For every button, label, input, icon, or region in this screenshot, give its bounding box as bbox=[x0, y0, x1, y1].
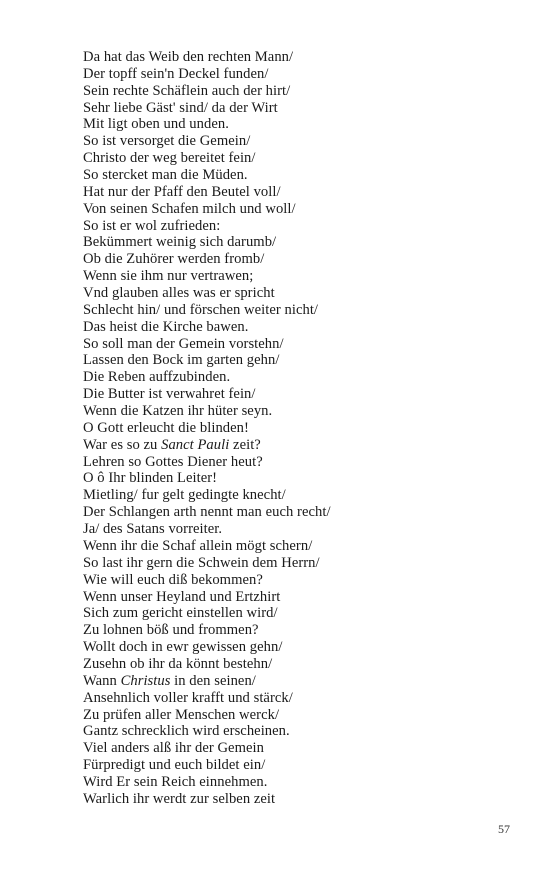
poem-line bbox=[83, 707, 503, 724]
line-text: Wenn unser Heyland und Ertzhirt bbox=[83, 588, 281, 605]
poem-line bbox=[83, 589, 503, 606]
poem-line bbox=[83, 302, 503, 319]
line-text: Mietling/ fur gelt gedingte knecht/ bbox=[83, 487, 286, 504]
poem-line bbox=[83, 757, 503, 774]
poem-line bbox=[83, 386, 503, 403]
line-text: Wollt doch in ewr gewissen gehn/ bbox=[83, 639, 283, 656]
line-text: So last ihr gern die Schwein dem Herrn/ bbox=[83, 554, 320, 571]
poem-line bbox=[83, 470, 503, 487]
italic-name: Christus bbox=[120, 672, 171, 689]
line-text: Bekümmert weinig sich darumb/ bbox=[83, 234, 277, 251]
poem-line bbox=[83, 268, 503, 285]
line-text: Ob die Zuhörer werden fromb/ bbox=[83, 251, 265, 268]
line-text: Christo der weg bereitet fein/ bbox=[83, 150, 256, 167]
poem-line bbox=[83, 487, 503, 504]
poem-line bbox=[83, 352, 503, 369]
page-number: 57 bbox=[498, 822, 510, 836]
poem-line bbox=[83, 454, 503, 471]
poem-line bbox=[83, 167, 503, 184]
line-text: Viel anders alß ihr der Gemein bbox=[83, 740, 264, 757]
line-text: Von seinen Schafen milch und woll/ bbox=[83, 200, 296, 217]
line-text: Wann bbox=[83, 672, 121, 689]
poem-line bbox=[83, 319, 503, 336]
line-text: Zu lohnen böß und frommen? bbox=[83, 622, 259, 639]
line-text: Da hat das Weib den rechten Mann/ bbox=[83, 49, 294, 65]
line-text: So ist er wol zufrieden: bbox=[83, 217, 221, 234]
line-text: So ist versorget die Gemein/ bbox=[83, 133, 251, 150]
line-text: Ja/ des Satans vorreiter. bbox=[83, 521, 223, 538]
line-text: Lehren so Gottes Diener heut? bbox=[83, 453, 263, 470]
line-text: Sehr liebe Gäst' sind/ da der Wirt bbox=[83, 99, 278, 116]
line-text: Wie will euch diß bekommen? bbox=[83, 571, 263, 588]
line-text: Die Butter ist verwahret fein/ bbox=[83, 386, 256, 403]
line-text: in den seinen/ bbox=[170, 672, 256, 689]
line-text: Wenn sie ihm nur vertrawen; bbox=[83, 268, 254, 285]
line-text: War es so zu bbox=[83, 436, 162, 453]
poem-line bbox=[83, 49, 503, 66]
line-text: Wenn die Katzen ihr hüter seyn. bbox=[83, 403, 273, 420]
poem-line bbox=[83, 723, 503, 740]
line-text: Fürpredigt und euch bildet ein/ bbox=[83, 757, 266, 774]
poem-line bbox=[83, 538, 503, 555]
poem-line bbox=[83, 100, 503, 117]
line-text: zeit? bbox=[229, 436, 261, 453]
poem-line bbox=[83, 285, 503, 302]
line-text: Sich zum gericht einstellen wird/ bbox=[83, 605, 278, 622]
poem-line bbox=[83, 656, 503, 673]
poem-line bbox=[83, 690, 503, 707]
line-text: Zu prüfen aller Menschen werck/ bbox=[83, 706, 280, 723]
poem-line bbox=[83, 369, 503, 386]
line-text: Das heist die Kirche bawen. bbox=[83, 318, 249, 335]
line-text: Ansehnlich voller krafft und stärck/ bbox=[83, 689, 293, 706]
line-text: Schlecht hin/ und förschen weiter nicht/ bbox=[83, 301, 319, 318]
line-text: Mit ligt oben und unden. bbox=[83, 116, 229, 133]
line-text: Wird Er sein Reich einnehmen. bbox=[83, 773, 268, 790]
poem-line bbox=[83, 420, 503, 437]
poem-line bbox=[83, 791, 503, 808]
poem-line bbox=[83, 234, 503, 251]
poem-line bbox=[83, 150, 503, 167]
poem-line bbox=[83, 66, 503, 83]
poem-line bbox=[83, 437, 503, 454]
poem-line bbox=[83, 336, 503, 353]
poem-line bbox=[83, 555, 503, 572]
italic-name: Sanct Pauli bbox=[161, 436, 230, 453]
line-text: O Gott erleucht die blinden! bbox=[83, 419, 249, 436]
line-text: Der Schlangen arth nennt man euch recht/ bbox=[83, 504, 331, 521]
poem-line bbox=[83, 639, 503, 656]
poem-line bbox=[83, 218, 503, 235]
line-text: O ô Ihr blinden Leiter! bbox=[83, 470, 218, 487]
line-text: Die Reben auffzubinden. bbox=[83, 369, 231, 386]
line-text: So soll man der Gemein vorstehn/ bbox=[83, 335, 284, 352]
line-text: Zusehn ob ihr da könnt bestehn/ bbox=[83, 655, 273, 672]
line-text: Vnd glauben alles was er spricht bbox=[83, 285, 275, 302]
poem-line bbox=[83, 133, 503, 150]
line-text: Warlich ihr werdt zur selben zeit bbox=[83, 790, 276, 807]
poem-line bbox=[83, 572, 503, 589]
poem-line bbox=[83, 116, 503, 133]
poem-line bbox=[83, 83, 503, 100]
line-text: Hat nur der Pfaff den Beutel voll/ bbox=[83, 183, 281, 200]
poem-line bbox=[83, 622, 503, 639]
poem-line bbox=[83, 740, 503, 757]
poem-text-block bbox=[83, 49, 503, 808]
poem-line bbox=[83, 251, 503, 268]
poem-line bbox=[83, 774, 503, 791]
line-text: So stercket man die Müden. bbox=[83, 167, 248, 184]
poem-line bbox=[83, 521, 503, 538]
line-text: Gantz schrecklich wird erscheinen. bbox=[83, 723, 290, 740]
poem-line bbox=[83, 403, 503, 420]
line-text: Wenn ihr die Schaf allein mögt schern/ bbox=[83, 537, 313, 554]
poem-line bbox=[83, 201, 503, 218]
line-text: Der topff sein'n Deckel funden/ bbox=[83, 65, 269, 82]
poem-line bbox=[83, 605, 503, 622]
poem-line bbox=[83, 184, 503, 201]
poem-line bbox=[83, 504, 503, 521]
line-text: Lassen den Bock im garten gehn/ bbox=[83, 352, 280, 369]
line-text: Sein rechte Schäflein auch der hirt/ bbox=[83, 82, 291, 99]
poem-line bbox=[83, 673, 503, 690]
